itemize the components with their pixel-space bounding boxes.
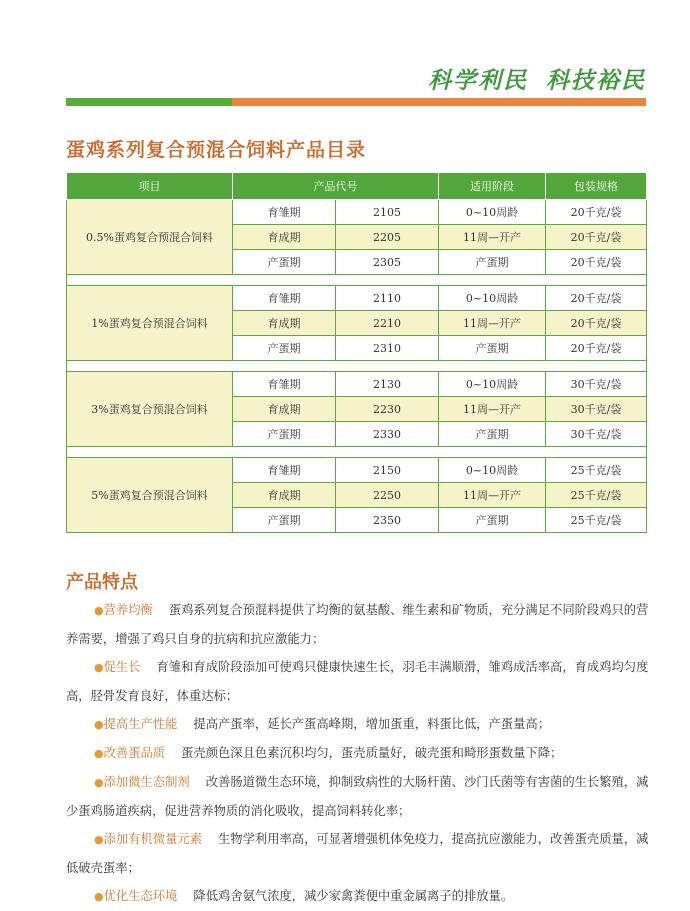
code-cell: 2110	[336, 286, 439, 311]
feature-name: 提高生产性能	[103, 717, 178, 731]
bullet-dot-icon: ●	[94, 890, 104, 903]
feature-text: 育雏和育成阶段添加可使鸡只健康快速生长，羽毛丰满顺滑，雏鸡成活率高，育成鸡均匀度高，胫骨发育良好，体重达标；	[66, 660, 649, 703]
features-title: 产品特点	[66, 572, 138, 593]
table-row	[67, 458, 647, 483]
product-name-cell: 5%蛋鸡复合预混合饲料	[67, 458, 233, 533]
group-separator	[67, 447, 647, 458]
pack-cell: 30千克/袋	[546, 372, 647, 397]
bullet-dot-icon: ●	[94, 747, 104, 760]
bullet-dot-icon: ●	[94, 776, 104, 789]
pack-cell: 25千克/袋	[546, 458, 647, 483]
feature-text: 降低鸡舍氨气浓度，减少家禽粪便中重金属离子的排放量。	[193, 889, 514, 903]
phase-cell: 育雏期	[233, 286, 336, 311]
page-title: 蛋鸡系列复合预混合饲料产品目录	[66, 139, 367, 161]
stage-cell: 11周—开产	[439, 483, 546, 508]
pack-cell: 20千克/袋	[546, 286, 647, 311]
code-cell: 2230	[336, 397, 439, 422]
feature-text: 提高产蛋率，延长产蛋高峰期，增加蛋重，料蛋比低，产蛋量高；	[193, 717, 551, 731]
stage-cell: 产蛋期	[439, 336, 546, 361]
feature-item	[66, 710, 650, 739]
feature-item	[66, 825, 650, 882]
stage-cell: 产蛋期	[439, 422, 546, 447]
pack-cell: 25千克/袋	[546, 483, 647, 508]
stage-cell: 0~10周龄	[439, 286, 546, 311]
feature-item	[66, 768, 650, 825]
phase-cell: 育雏期	[233, 372, 336, 397]
bullet-dot-icon: ●	[94, 718, 104, 731]
pack-cell: 30千克/袋	[546, 397, 647, 422]
group-separator	[67, 361, 647, 372]
code-cell: 2130	[336, 372, 439, 397]
phase-cell: 育成期	[233, 225, 336, 250]
feature-text: 蛋壳颜色深且色素沉积均匀，蛋壳质量好，破壳蛋和畸形蛋数量下降；	[181, 746, 563, 760]
stage-cell: 产蛋期	[439, 508, 546, 533]
table-row	[67, 286, 647, 311]
feature-text: 蛋鸡系列复合预混料提供了均衡的氨基酸、维生素和矿物质，充分满足不同阶段鸡只的营养需要，增强了鸡只自身的抗病和抗应激能力；	[66, 603, 649, 646]
product-catalog-table	[66, 172, 647, 533]
product-name-cell: 0.5%蛋鸡复合预混合饲料	[67, 200, 233, 275]
phase-cell: 育成期	[233, 397, 336, 422]
bullet-dot-icon: ●	[94, 833, 104, 846]
stage-cell: 11周—开产	[439, 225, 546, 250]
phase-cell: 产蛋期	[233, 336, 336, 361]
stage-cell: 0~10周龄	[439, 200, 546, 225]
pack-cell: 25千克/袋	[546, 508, 647, 533]
pack-cell: 20千克/袋	[546, 336, 647, 361]
feature-name: 添加微生态制剂	[103, 775, 190, 789]
code-cell: 2205	[336, 225, 439, 250]
phase-cell: 育雏期	[233, 200, 336, 225]
slogan-left: 科学利民	[428, 67, 528, 94]
feature-text: 生物学利用率高，可显著增强机体免疫力，提高抗应激能力，改善蛋壳质量，减低破壳蛋率；	[66, 832, 649, 875]
col-header-item: 项目	[67, 173, 233, 200]
feature-name: 促生长	[103, 660, 141, 674]
bullet-dot-icon: ●	[94, 604, 104, 617]
code-cell: 2350	[336, 508, 439, 533]
stage-cell: 11周—开产	[439, 311, 546, 336]
phase-cell: 育雏期	[233, 458, 336, 483]
table-header-row	[67, 173, 647, 200]
features-list	[66, 596, 650, 911]
product-name-cell: 3%蛋鸡复合预混合饲料	[67, 372, 233, 447]
phase-cell: 育成期	[233, 311, 336, 336]
feature-item	[66, 882, 650, 911]
col-header-stage: 适用阶段	[439, 173, 546, 200]
bullet-dot-icon: ●	[94, 661, 104, 674]
stage-cell: 0~10周龄	[439, 372, 546, 397]
pack-cell: 30千克/袋	[546, 422, 647, 447]
feature-name: 添加有机微量元素	[103, 832, 202, 846]
table-body	[67, 200, 647, 533]
group-separator	[67, 275, 647, 286]
code-cell: 2210	[336, 311, 439, 336]
table-row	[67, 200, 647, 225]
phase-cell: 育成期	[233, 483, 336, 508]
phase-cell: 产蛋期	[233, 250, 336, 275]
pack-cell: 20千克/袋	[546, 200, 647, 225]
slogan	[428, 62, 646, 95]
product-name-cell: 1%蛋鸡复合预混合饲料	[67, 286, 233, 361]
col-header-pack: 包装规格	[546, 173, 647, 200]
feature-name: 改善蛋品质	[103, 746, 166, 760]
code-cell: 2250	[336, 483, 439, 508]
phase-cell: 产蛋期	[233, 422, 336, 447]
table-row	[67, 372, 647, 397]
stage-cell: 产蛋期	[439, 250, 546, 275]
pack-cell: 20千克/袋	[546, 225, 647, 250]
phase-cell: 产蛋期	[233, 508, 336, 533]
code-cell: 2330	[336, 422, 439, 447]
stage-cell: 11周—开产	[439, 397, 546, 422]
code-cell: 2305	[336, 250, 439, 275]
feature-item	[66, 653, 650, 710]
pack-cell: 20千克/袋	[546, 250, 647, 275]
feature-item	[66, 596, 650, 653]
feature-text: 改善肠道微生态环境，抑制致病性的大肠杆菌、沙门氏菌等有害菌的生长繁殖，减少蛋鸡肠道疾病，促进营养物质的消化吸收，提高饲料转化率；	[66, 775, 649, 818]
code-cell: 2150	[336, 458, 439, 483]
stage-cell: 0~10周龄	[439, 458, 546, 483]
feature-name: 营养均衡	[103, 603, 153, 617]
feature-name: 优化生态环境	[103, 889, 178, 903]
slogan-right: 科技裕民	[546, 67, 646, 94]
pack-cell: 20千克/袋	[546, 311, 647, 336]
code-cell: 2310	[336, 336, 439, 361]
code-cell: 2105	[336, 200, 439, 225]
header-divider	[66, 98, 646, 106]
col-header-code: 产品代号	[233, 173, 439, 200]
feature-item	[66, 739, 650, 768]
